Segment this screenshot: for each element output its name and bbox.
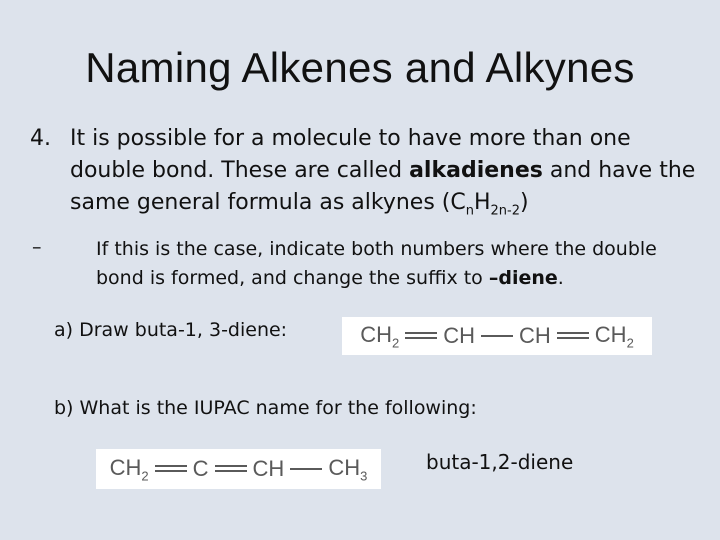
sub-text: If this is the case, indicate both numbers where the double bond is formed, and change the suffix to xyxy=(96,238,657,289)
double-bond-icon xyxy=(215,465,247,472)
formula-image-b xyxy=(96,449,381,489)
para-text-1: It is possible for a molecule to have more than one double bond. These are called xyxy=(70,126,631,183)
double-bond-icon xyxy=(155,465,187,472)
para-text-2: and have the same general formula as alkynes (C xyxy=(70,158,696,215)
question-a: a) Draw buta-1, 3-diene: xyxy=(54,319,288,341)
sub-bullet-text xyxy=(96,235,696,293)
formula-a-group-1: $CH_2$ xyxy=(360,321,400,351)
sub-end: . xyxy=(557,267,564,289)
formula-b-group-2: C xyxy=(192,456,209,481)
formula-b-group-4: $CH_3$ xyxy=(328,454,368,484)
para-bold-term: alkadienes xyxy=(409,158,543,183)
item-paragraph xyxy=(70,123,710,227)
formula-b-group-1: $CH_2$ xyxy=(109,454,149,484)
slide-title: Naming Alkenes and Alkynes xyxy=(85,44,635,91)
formula-a-group-3: CH xyxy=(519,323,551,348)
para-h: H xyxy=(473,190,491,215)
formula-a-group-2: CH xyxy=(443,323,475,348)
item-number: 4. xyxy=(30,126,51,151)
formula-b-group-3: CH xyxy=(252,456,285,481)
formula-a-group-4: $CH_2$ xyxy=(594,321,634,351)
single-bond-icon xyxy=(481,335,513,337)
double-bond-icon xyxy=(405,332,437,339)
sub-bullet-dash: – xyxy=(32,236,42,258)
question-b: b) What is the IUPAC name for the following: xyxy=(54,397,477,419)
sub-bold-suffix: –diene xyxy=(488,267,558,289)
para-close: ) xyxy=(520,190,529,215)
para-sub-n: n xyxy=(465,203,474,219)
para-sub-2n2: 2n-2 xyxy=(490,203,521,219)
single-bond-icon xyxy=(290,468,322,470)
answer-b: buta-1,2-diene xyxy=(426,450,574,474)
formula-image-a xyxy=(342,317,652,355)
double-bond-icon xyxy=(557,332,589,339)
